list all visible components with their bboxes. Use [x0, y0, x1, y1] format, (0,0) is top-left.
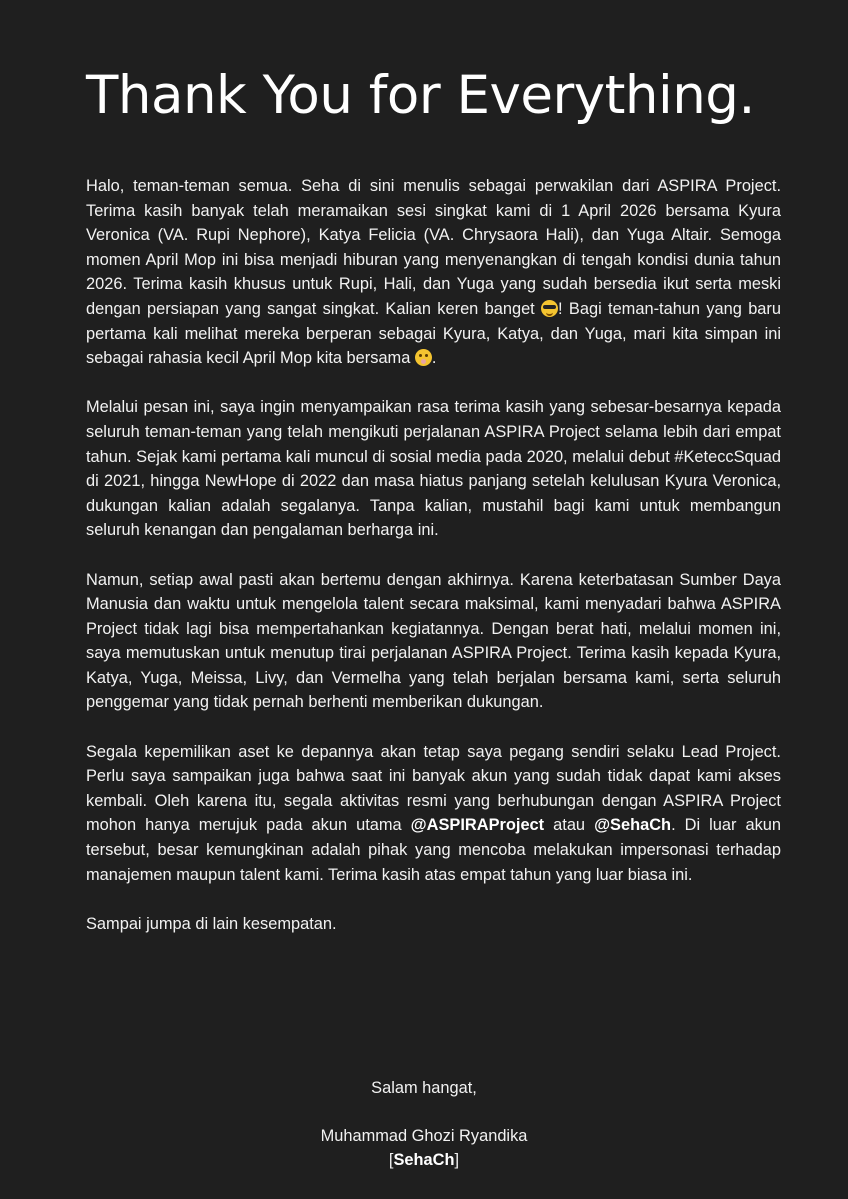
letter-body [86, 174, 781, 936]
signature-handle: SehaCh [393, 1151, 455, 1170]
signature-bracket-close: ] [454, 1151, 460, 1170]
paragraph-accounts-conjunction: atau [544, 816, 595, 835]
signature-bracket-open: [ [388, 1151, 394, 1170]
sunglasses-face-icon [541, 300, 558, 317]
paragraph-intro-text-2: ! Bagi teman-tahun yang baru pertama kali melihat mereka berperan sebagai Kyura, Katya, dan Yuga, mari kita simpan ini sebagai rahasia kecil April Mop kita bersama [86, 299, 781, 368]
paragraph-intro-text-3: . [431, 349, 437, 368]
paragraph-intro-text-1: Halo, teman-teman semua. Seha di sini menulis sebagai perwakilan dari ASPIRA Project. Terima kasih banyak telah meramaikan sesi singkat kami di 1 April 2026 bersama Kyura Veronica (VA. Rupi Nephore), Katya Felicia (VA. Chrysaora Hali), dan Yuga Altair. Semoga momen April Mop ini bisa menjadi hiburan yang menyenangkan di tengah kondisi dunia tahun 2026. Terima kasih khusus untuk Rupi, Hali, dan Yuga yang sudah bersedia ikut serta meski dengan persiapan yang sangat singkat. Kalian keren banget [86, 177, 781, 318]
account-handle-aspira: @ASPIRAProject [410, 816, 545, 835]
signature-name: Muhammad Ghozi Ryandika [320, 1126, 528, 1145]
paragraph-closing-announcement: Namun, setiap awal pasti akan bertemu dengan akhirnya. Karena keterbatasan Sumber Daya Manusia dan waktu untuk mengelola talent secara maksimal, kami menyadari bahwa ASPIRA Project tidak lagi bisa mempertahankan kegiatannya. Dengan berat hati, melalui momen ini, saya memutuskan untuk menutup tirai perjalanan ASPIRA Project. Terima kasih kepada Kyura, Katya, Yuga, Meissa, Livy, dan Vermelha yang telah berjalan bersama kami, serta seluruh penggemar yang tidak pernah berhenti memberikan dukungan. [86, 570, 781, 712]
paragraph-intro [86, 174, 781, 371]
paragraph-accounts-text-2: . Di luar akun tersebut, besar kemungkinan adalah pihak yang mencoba melakukan impersonasi terhadap manajemen maupun talent kami. Terima kasih atas empat tahun yang luar biasa ini. [86, 816, 781, 884]
paragraph-accounts-text-1: Segala kepemilikan aset ke depannya akan tetap saya pegang sendiri selaku Lead Project. Perlu saya sampaikan juga bahwa saat ini banyak akun yang sudah tidak dapat kami akses kembali. Oleh karena itu, segala aktivitas resmi yang berhubungan dengan ASPIRA Project mohon hanya merujuk pada akun utama [86, 742, 781, 835]
account-handle-sehach: @SehaCh [594, 816, 672, 835]
hushed-face-icon [415, 349, 432, 366]
signature-greeting: Salam hangat, [371, 1079, 477, 1097]
signature-handle-line [0, 1148, 848, 1173]
signature-block [0, 1076, 848, 1173]
letter-title: Thank You for Everything. [86, 65, 755, 126]
paragraph-official-accounts [86, 740, 781, 888]
paragraph-farewell: Sampai jumpa di lain kesempatan. [86, 914, 337, 933]
paragraph-gratitude: Melalui pesan ini, saya ingin menyampaikan rasa terima kasih yang sebesar-besarnya kepada seluruh teman-teman yang telah mengikuti perjalanan ASPIRA Project selama lebih dari empat tahun. Sejak kami pertama kali muncul di sosial media pada 2020, melalui debut #KeteccSquad di 2021, hingga NewHope di 2022 dan masa hiatus panjang setelah kelulusan Kyura Veronica, dukungan kalian adalah segalanya. Tanpa kalian, mustahil bagi kami untuk membangun seluruh kenangan dan pengalaman berharga ini. [86, 398, 781, 540]
